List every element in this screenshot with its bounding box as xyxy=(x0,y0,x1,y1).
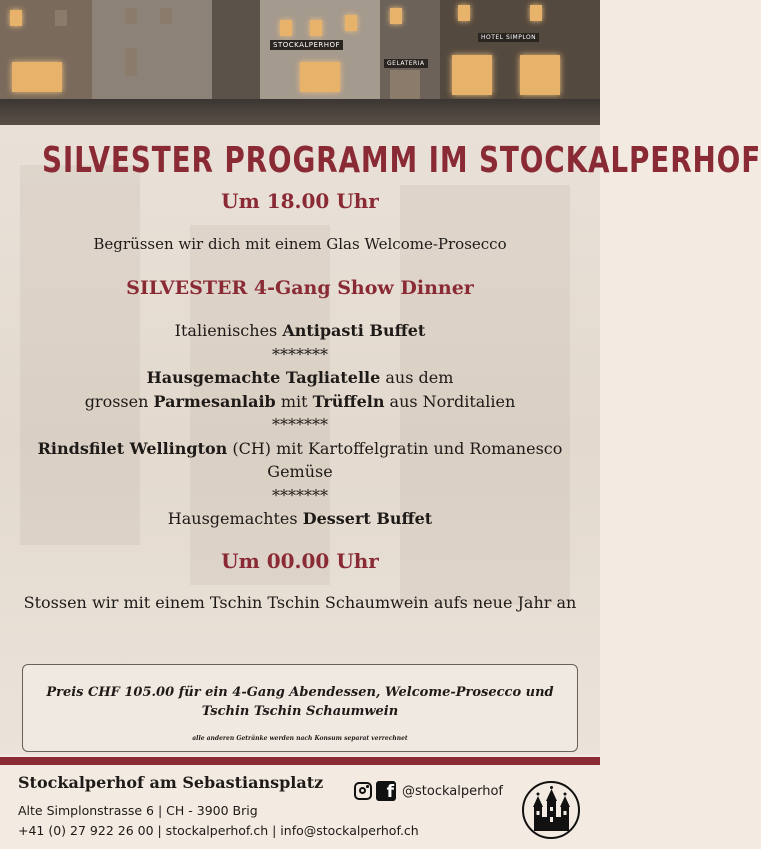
menu-separator: ******* xyxy=(272,344,328,364)
social-handle[interactable]: @stockalperhof xyxy=(402,783,503,799)
building xyxy=(212,0,260,100)
drinks-note: alle anderen Getränke werden nach Konsum separat verrechnet xyxy=(192,735,408,742)
footer xyxy=(0,765,600,849)
sign-hotel: HOTEL SIMPLON xyxy=(478,33,539,42)
window xyxy=(390,8,402,24)
program-content xyxy=(0,125,761,612)
welcome-text: Begrüssen wir dich mit einem Glas Welcome-Prosecco xyxy=(93,235,507,253)
toast-text: Stossen wir mit einem Tschin Tschin Schaumwein aufs neue Jahr an xyxy=(23,592,577,612)
menu-separator: ******* xyxy=(272,415,328,434)
window xyxy=(310,20,322,36)
address-line: Alte Simplonstrasse 6 | CH - 3900 Brig xyxy=(18,803,258,818)
window xyxy=(125,48,137,76)
menu-list xyxy=(0,319,600,531)
menu-course-1: Italienisches Antipasti Buffet xyxy=(174,321,426,340)
window xyxy=(530,5,542,21)
facebook-icon[interactable]: f xyxy=(376,781,396,801)
menu-separator: ******* xyxy=(272,485,328,505)
window xyxy=(55,10,67,26)
stockalper-towers-logo xyxy=(524,783,578,837)
venue-name: Stockalperhof am Sebastiansplatz xyxy=(18,773,324,792)
street xyxy=(0,99,600,125)
window xyxy=(125,8,137,24)
menu-course-2: Hausgemachte Tagliatelle aus dem xyxy=(146,368,454,387)
shop-window xyxy=(300,62,340,92)
window xyxy=(160,8,172,24)
instagram-icon[interactable] xyxy=(354,782,372,800)
menu-course-3-line2: Gemüse xyxy=(267,462,333,481)
shop-window xyxy=(452,55,492,95)
window xyxy=(345,15,357,31)
accent-band xyxy=(0,757,600,765)
building xyxy=(92,0,212,100)
sign-gelateria: GELATERIA xyxy=(384,59,428,68)
window xyxy=(280,20,292,36)
hero-photo xyxy=(0,0,600,125)
start-time: Um 18.00 Uhr xyxy=(221,189,379,213)
shop-window xyxy=(12,62,62,92)
venue-address xyxy=(18,801,419,841)
window xyxy=(10,10,22,26)
shop-window xyxy=(520,55,560,95)
midnight-time: Um 00.00 Uhr xyxy=(221,548,379,573)
menu-course-3: Rindsfilet Wellington (CH) mit Kartoffelgratin und Romanesco xyxy=(37,438,563,458)
menu-course-2-line2: grossen Parmesanlaib mit Trüffeln aus Norditalien xyxy=(84,391,516,411)
contact-line[interactable]: +41 (0) 27 922 26 00 | stockalperhof.ch | info@stockalperhof.ch xyxy=(18,823,419,838)
menu-course-4: Hausgemachtes Dessert Buffet xyxy=(167,509,433,528)
price-text: Preis CHF 105.00 für ein 4-Gang Abendessen, Welcome-Prosecco und Tschin Tschin Schaumwein xyxy=(46,685,554,719)
show-title: SILVESTER 4-Gang Show Dinner xyxy=(126,277,474,299)
social-links xyxy=(354,781,503,801)
page-title: SILVESTER PROGRAMM IM STOCKALPERHOF xyxy=(42,140,761,181)
price-box xyxy=(22,664,578,752)
window xyxy=(458,5,470,21)
shop-window xyxy=(390,70,420,100)
logo xyxy=(522,781,580,839)
sign-stockalperhof: STOCKALPERHOF xyxy=(270,40,343,50)
